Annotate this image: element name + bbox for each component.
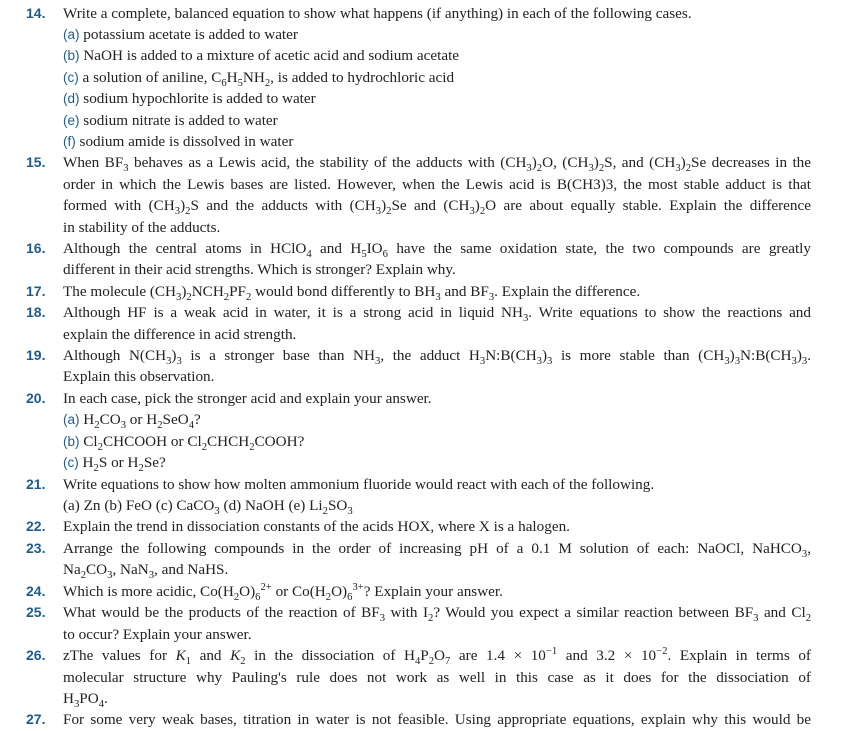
question-14d-label: (d) (63, 91, 80, 106)
question-23-line-2: $Na_2CO_3$, NaN$_3$, and NaHS. (63, 561, 229, 582)
question-16-line-1: Although the central atoms in HClO$_4$ and $H_5IO_6$ have the same oxidation state, the two compounds are greatly (63, 240, 811, 261)
question-number-18: 18. (26, 304, 46, 320)
question-number-23: 23. (26, 540, 46, 556)
question-14f-label: (f) (63, 134, 76, 149)
question-number-19: 19. (26, 347, 46, 363)
question-14a-label: (a) (63, 27, 80, 42)
question-16-line-2: different in their acid strengths. Which is stronger? Explain why. (63, 261, 456, 278)
question-17-line-1: The molecule $(CH_3)_2NCH_2PF_2$ would bond differently to $BH_3$ and $BF_3$. Explain the difference. (63, 283, 641, 304)
question-20-text: In each case, pick the stronger acid and explain your answer. (63, 390, 432, 407)
question-20a-label: (a) (63, 412, 80, 427)
question-14c: (c) a solution of aniline, $C_6H_5NH_2$, is added to hydrochloric acid (63, 69, 455, 90)
question-27-line-1: For some very weak bases, titration in water is not feasible. Using appropriate equations, explain why this would be (63, 711, 811, 728)
question-23-line-1: Arrange the following compounds in the order of increasing pH of a 0.1 M solution of each: NaOCl, NaHCO$_3$, (63, 540, 811, 561)
question-14d: (d) sodium hypochlorite is added to water (63, 90, 316, 107)
question-21-line-1: Write equations to show how molten ammonium fluoride would react with each of the following. (63, 476, 655, 493)
question-26-line-3: $H_3PO_4$. (63, 690, 108, 711)
question-number-20: 20. (26, 390, 46, 406)
question-number-24: 24. (26, 583, 46, 599)
question-20a: (a) $H_2CO_3$ or $H_2SeO_4$? (63, 411, 201, 432)
question-number-14: 14. (26, 5, 46, 21)
question-15-line-2: order in which the Lewis bases are listed. However, when the Lewis acid is B(CH3)3, the most stable adduct is that (63, 176, 811, 193)
question-20b: (b) $Cl_2CHCOOH$ or $Cl_2CHCH_2COOH$? (63, 433, 305, 454)
question-15-line-4: in stability of the adducts. (63, 219, 221, 236)
question-number-27: 27. (26, 711, 46, 727)
question-14b-label: (b) (63, 48, 80, 63)
question-14-text: Write a complete, balanced equation to show what happens (if anything) in each of the following cases. (63, 5, 692, 22)
question-14e-label: (e) (63, 113, 80, 128)
question-25-line-2: to occur? Explain your answer. (63, 626, 252, 643)
question-19-line-2: Explain this observation. (63, 368, 215, 385)
question-14a: (a) potassium acetate is added to water (63, 26, 298, 43)
question-25-line-1: What would be the products of the reaction of $BF_3$ with $I_2$? Would you expect a similar reaction between $BF_3$ and $Cl_2$ (63, 604, 812, 625)
question-14b: (b) NaOH is added to a mixture of acetic acid and sodium acetate (63, 47, 460, 64)
question-20b-label: (b) (63, 434, 80, 449)
question-18-line-2: explain the difference in acid strength. (63, 326, 297, 343)
question-22-line-1: Explain the trend in dissociation constants of the acids HOX, where X is a halogen. (63, 518, 570, 535)
question-number-15: 15. (26, 154, 46, 170)
question-14c-label: (c) (63, 70, 79, 85)
question-14f: (f) sodium amide is dissolved in water (63, 133, 294, 150)
question-18-line-1: Although HF is a weak acid in water, it is a strong acid in liquid $NH_3$. Write equations to show the reactions and (63, 304, 811, 325)
question-15-line-3: formed with $(CH_3)_2S$ and the adducts with $(CH_3)_2Se$ and $(CH_3)_2O$ are about equally stable. Explain the difference (63, 197, 811, 218)
question-number-25: 25. (26, 604, 46, 620)
question-number-17: 17. (26, 283, 46, 299)
question-number-22: 22. (26, 518, 46, 534)
question-number-21: 21. (26, 476, 46, 492)
question-15-line-1: When $BF_3$ behaves as a Lewis acid, the stability of the adducts with $(CH_3)_2O$, $(CH_3)_2S$, and $(CH_3)_2Se$ decreases in the (63, 154, 812, 175)
question-number-26: 26. (26, 647, 46, 663)
question-24-line-1: Which is more acidic, $Co(H_2O)_6^{2+}$ or $Co(H_2O)_6^{3+}$? Explain your answer. (63, 581, 503, 604)
question-26-line-2: molecular structure why Pauling's rule does not work as well in this case as it does for the dissociation of (63, 669, 811, 686)
question-20c-label: (c) (63, 455, 79, 470)
question-26-line-1: zThe values for $K_1$ and $K_2$ in the dissociation of $H_4P_2O_7$ are $1.4 \times 10^{-1}$ and $3.2 \times 10^{-2}$. Explain in terms of (63, 645, 811, 668)
question-14e: (e) sodium nitrate is added to water (63, 112, 278, 129)
question-number-16: 16. (26, 240, 46, 256)
question-19-line-1: Although $N(CH_3)_3$ is a stronger base than $NH_3$, the adduct $H_3N:B(CH_3)_3$ is more stable than $(CH_3)_3N:B(CH_3)_3$. (63, 347, 811, 368)
question-20c: (c) $H_2S$ or $H_2Se$? (63, 454, 166, 475)
question-21-line-2: (a) Zn (b) FeO (c) CaCO$_3$ (d) NaOH (e) $Li_2SO_3$ (63, 497, 353, 518)
